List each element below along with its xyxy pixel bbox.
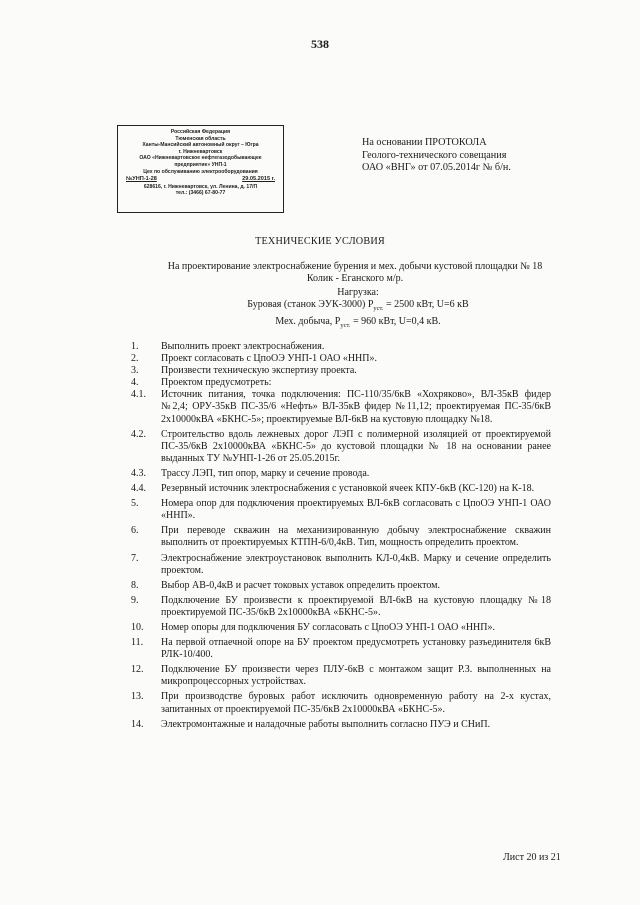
list-item — [131, 498, 551, 522]
basis-block — [362, 137, 511, 175]
list-item — [131, 429, 551, 465]
list-item — [131, 353, 551, 365]
item-number: 6. — [131, 525, 139, 537]
stamp-phone: тел.: (3466) 67-80-77 — [175, 190, 226, 197]
list-item — [131, 664, 551, 688]
item-text: Выбор АВ-0,4кВ и расчет токовых уставок определить проектом. — [161, 579, 440, 591]
load-drilling-sub: уст. — [373, 305, 384, 313]
item-text: При производстве буровых работ исключить одновременную работу на 2-х кустах, запитанных от проектируемой ПС-35/6кВ 2х10000кВА «БКНС-5». — [161, 691, 551, 715]
stamp-date: 29.05.2015 г. — [242, 176, 275, 183]
item-text: Электромонтажные и наладочные работы выполнить согласно ПУЭ и СНиП. — [161, 718, 491, 730]
item-number: 12. — [131, 664, 144, 676]
load-mech-suffix: = 960 кВт, U=0,4 кВ. — [350, 315, 441, 327]
item-text: Трассу ЛЭП, тип опор, марку и сечение провода. — [161, 467, 370, 479]
list-item — [131, 525, 551, 549]
load-drilling — [180, 299, 536, 315]
requirements-list — [131, 341, 551, 731]
list-item — [131, 595, 551, 619]
stamp-number: №УНП-1-28 — [126, 176, 157, 183]
list-item — [131, 691, 551, 715]
basis-line: ОАО «ВНГ» от 07.05.2014г № б/н. — [362, 162, 511, 173]
item-number: 4.2. — [131, 428, 146, 440]
item-text: При переводе скважин на механизированную добычу электроснабжение скважин выполнить от проектируемых КТПН-6/0,4кВ. Тип, мощность определить проектом. — [161, 525, 551, 549]
stamp-line: Тюменская область — [175, 135, 226, 142]
stamp-line: ОАО «Нижневартовское нефтегазодобывающее — [139, 155, 262, 162]
item-text: Номер опоры для подключения БУ согласовать с ЦпоОЭ УНП-1 ОАО «ННП». — [161, 621, 495, 633]
item-number: 9. — [131, 594, 139, 606]
basis-line: На основании ПРОТОКОЛА — [362, 137, 487, 148]
list-item — [131, 719, 551, 731]
load-block — [180, 287, 536, 332]
item-number: 14. — [131, 718, 144, 730]
stamp-line: Цех по обслуживанию электрооборудования — [143, 168, 258, 175]
list-item — [131, 389, 551, 425]
load-drilling-suffix: = 2500 кВт, U=6 кВ — [383, 299, 469, 311]
stamp-line: Ханты-Мансийский автономный округ – Югра — [142, 142, 259, 149]
load-mech-sub: уст. — [340, 321, 351, 329]
item-text: Электроснабжение электроустановок выполнить КЛ-0,4кВ. Марку и сечение определить проектом. — [161, 552, 551, 576]
document-title: ТЕХНИЧЕСКИЕ УСЛОВИЯ — [255, 236, 385, 247]
load-heading: Нагрузка: — [337, 287, 379, 298]
page-number: 538 — [311, 37, 329, 51]
list-item — [131, 580, 551, 592]
item-number: 2. — [131, 353, 139, 365]
item-number: 13. — [131, 691, 144, 703]
stamp-line: предприятие» УНП-1 — [174, 161, 227, 168]
item-number: 4.3. — [131, 467, 146, 479]
item-text: Проектом предусмотреть: — [161, 377, 272, 389]
list-item — [131, 341, 551, 353]
list-item — [131, 365, 551, 377]
list-item — [131, 468, 551, 480]
list-item — [131, 483, 551, 495]
item-number: 8. — [131, 579, 139, 591]
item-text: Проект согласовать с ЦпоОЭ УНП-1 ОАО «ННП». — [161, 353, 378, 365]
load-mech — [180, 316, 536, 332]
item-number: 11. — [131, 637, 144, 649]
stamp-line: г. Нижневартовск — [178, 148, 223, 155]
subject-line-1: На проектирование электроснабжение бурения и мех. добычи кустовой площадки № 18 — [167, 261, 543, 272]
item-number: 5. — [131, 498, 139, 510]
list-item — [131, 637, 551, 661]
load-mech-prefix: Мех. добыча, P — [275, 315, 341, 327]
sheet-number: Лист 20 из 21 — [503, 852, 561, 863]
list-item — [131, 622, 551, 634]
item-number: 7. — [131, 552, 139, 564]
subject-line-2: Колик - Еганского м/р. — [306, 273, 404, 285]
item-text: Резервный источник электроснабжения с установкой ячеек КПУ-6кВ (КС-120) на К-18. — [161, 483, 535, 495]
basis-line: Геолого-технического совещания — [362, 149, 507, 161]
organization-stamp — [117, 125, 284, 213]
item-number: 4.1. — [131, 389, 146, 401]
item-text: На первой отпаечной опоре на БУ проектом предусмотреть установку разъединителя 6кВ РЛК-10/400. — [161, 637, 551, 661]
item-text: Строительство вдоль лежневых дорог ЛЭП с полимерной изоляцией от проектируемой ПС-35/6кВ 2х10000кВА «БКНС-5» до кустовой площадки № 18 на основании ранее выданных ТУ №УНП-1-26 от 25.05.2015г. — [161, 428, 551, 464]
item-text: Произвести техническую экспертизу проекта. — [161, 365, 357, 377]
item-number: 10. — [131, 621, 144, 633]
item-text: Номера опор для подключения проектируемых ВЛ-6кВ согласовать с ЦпоОЭ УНП-1 ОАО «ННП». — [161, 498, 551, 522]
load-drilling-prefix: Буровая (станок ЭУК-3000) P — [247, 299, 374, 311]
item-number: 4.4. — [131, 483, 146, 495]
item-text: Подключение БУ произвести к проектируемой ВЛ-6кВ на кустовую площадку №18 проектируемой ПС-35/6кВ 2х10000кВА «БКНС-5». — [161, 594, 551, 618]
stamp-number-row — [126, 176, 275, 183]
item-text: Выполнить проект электроснабжения. — [161, 341, 325, 352]
item-text: Подключение БУ произвести через ПЛУ-6кВ с монтажом защит Р.З. выполненных на микропроцессорных устройствах. — [161, 664, 551, 688]
item-number: 4. — [131, 377, 139, 389]
list-item — [131, 553, 551, 577]
stamp-line: Российская Федерация — [170, 129, 231, 135]
list-item — [131, 377, 551, 389]
item-number: 1. — [131, 341, 139, 352]
item-number: 3. — [131, 365, 139, 377]
item-text: Источник питания, точка подключения: ПС-110/35/6кВ «Хохряково», ВЛ-35кВ фидер №2,4; ОРУ-35кВ ПС-35/6 «Нефть» ВЛ-35кВ фидер №11,12; проектируемая ПС-35/6кВ 2х10000кВА «БКНС-5»; проектируемые ВЛ-6кВ на кустовую площадку №18. — [161, 389, 551, 425]
subject — [120, 261, 590, 286]
stamp-address: 628616, г. Нижневартовск, ул. Ленина, д. 17/П — [143, 183, 258, 190]
